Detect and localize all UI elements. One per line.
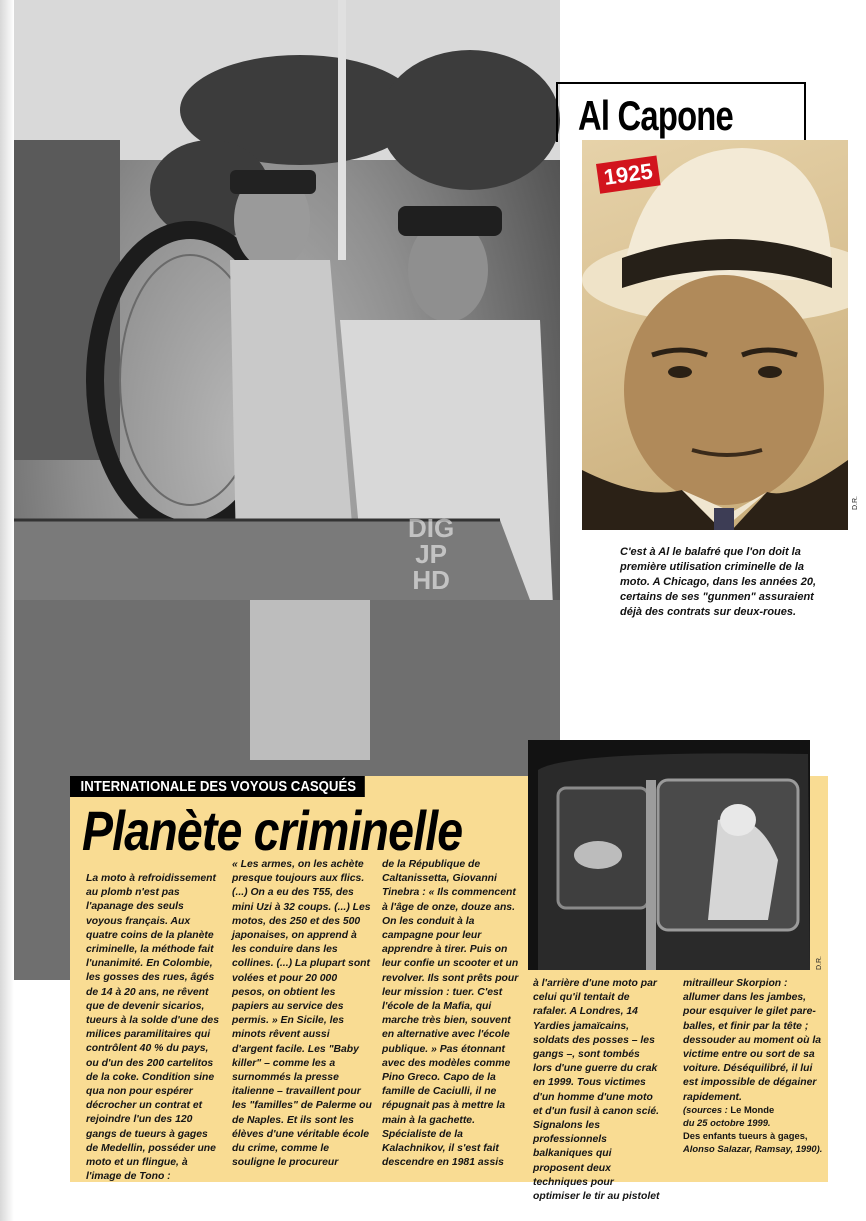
photo-credit: D.R. [852,496,859,510]
sources-publication: Le Monde [727,1104,775,1115]
capone-portrait-photo [582,140,848,530]
article-text: de la République de Caltanissetta, Giovanni Tinebra : « Ils commencent à l'âge de onze, douze ans. On les conduit à la campagne pour leur apprendre à tirer. Puis on leur confie un scooter et un revolver. Ils sont prêts pour leur mission : tuer. C'est l'école de la Mafia, qui marche très bien, souvent en alternative avec l'école publique. » Pas étonnant avec des modèles comme Pino Greco. Capo de la famille de Caciulli, il ne répugnait pas à mettre la main à la gachette. Spécialiste de la Kalachnikov, il s'est fait descendre en 1981 assis [382,859,519,1169]
article-column-5 [683,977,821,1105]
article-text: mitrailleur Skorpion : allumer dans les jambes, pour esquiver le gilet pare-balles, et finir par la tête ; dessouder au moment où la victime entre ou sort de sa voiture. Déséquilibré, il lui est impossible de dégainer rapidement. [683,978,821,1103]
article-column-1 [86,872,222,1184]
portrait-illustration [582,140,848,530]
sources-book-title: Des enfants tueurs à gages, [683,1130,808,1141]
car-crime-scene-photo [528,740,810,970]
article-text: La moto à refroidissement au plomb n'est pas l'apanage des seuls voyous français. Aux quatre coins de la planète criminelle, la méthode fait l'unanimité. En Colombie, les gosses des rues, âgés de 14 à 20 ans, ne rêvent que de devenir sicarios, tueurs à la solde d'une des milices paramilitaires qui contrôlent 40 % du pays, ou d'un des 200 cartelitos de la coke. Condition sine qua non pour espérer décrocher un contrat et rejoindre l'un des 120 gangs de tueurs à gages de Medellin, posséder une moto et un flingue, à l'image de Tono : [86,873,219,1183]
sources-label: (sources : [683,1104,728,1115]
article-column-4 [533,977,661,1204]
page-spine-shadow [0,0,14,1221]
article-sources [683,1103,823,1155]
watermark-logo [408,515,454,593]
article-text: à l'arrière d'une moto par celui qu'il tentait de rafaler. A Londres, 14 Yardies jamaïcains, soldats des posses – les gangs –, sont tombés lors d'une guerre du crak en 1999. Tous victimes d'un homme d'une moto et d'un fusil à canon scié. Signalons les professionnels balkaniques qui proposent deux techniques pour optimiser le tir au pistolet [533,978,660,1203]
article-text: « Les armes, on les achète presque toujours aux flics. (...) On a eu des T55, des mini Uzi à 32 coups. (...) Les motos, des 250 et des 500 japonaises, on apprend à les conduire dans les collines. (...) La plupart sont volées et pour 20 000 pesos, on obtient les papiers au service des permis. » En Sicile, les minots rêvent aussi d'argent facile. Les "Baby killer" – comme les a surnommés la presse italienne – travaillent pour les "familles" de Palerme ou de Naples. Et ils sont les élèves d'une véritable école du crime, comme le souligne le procureur [232,859,372,1169]
sources-line: du 25 octobre 1999. [683,1117,771,1128]
watermark-line: JP [415,539,448,569]
sources-line [683,1103,823,1116]
article-headline: Planète criminelle [82,799,463,862]
sidebar-title: Al Capone [578,92,733,139]
article-kicker: INTERNATIONALE DES VOYOUS CASQUÉS [70,776,365,797]
year-badge: 1925 [596,156,661,194]
portrait-caption: C'est à Al le balafré que l'on doit la première utilisation criminelle de la moto. A Chicago, dans les années 20, certains de ses "gunmen" assuraient déjà des contrats sur deux-roues. [620,546,817,618]
watermark-line: DIG [408,513,455,543]
article-column-3 [382,858,522,1170]
car-illustration [528,740,810,970]
sources-line: Alonso Salazar, Ramsay, 1990). [683,1143,823,1154]
watermark-line: HD [412,565,450,595]
article-column-2 [232,858,372,1170]
car-photo-credit: D.R. [816,956,823,970]
